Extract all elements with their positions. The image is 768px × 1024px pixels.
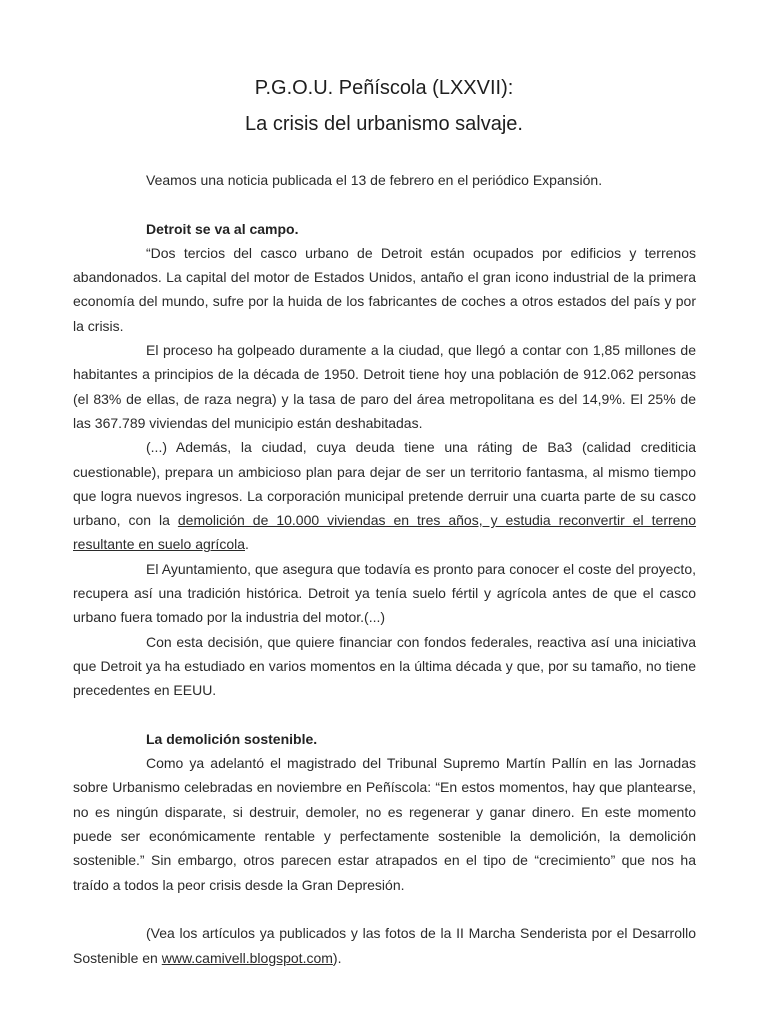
- paragraph: El Ayuntamiento, que asegura que todavía es pronto para conocer el coste del proyecto, recupera así una tradición histórica. Detroit ya tenía suelo fértil y agrícola antes de que el casco urbano fuera tomado por la industria del motor.(...): [73, 560, 696, 626]
- section-heading-detroit: Detroit se va al campo.: [146, 220, 299, 237]
- paragraph: El proceso ha golpeado duramente a la ciudad, que llegó a contar con 1,85 millones de habitantes a principios de la década de 1950. Detroit tiene hoy una población de 912.062 personas (el 83% de ellas, de raza negra) y la tasa de paro del área metropolitana es del 14,9%. El 25% de las 367.789 viviendas del municipio están deshabitadas.: [73, 342, 696, 431]
- paragraph: “Dos tercios del casco urbano de Detroit están ocupados por edificios y terrenos abandonados. La capital del motor de Estados Unidos, antaño el gran icono industrial de la primera economía del mundo, sufre por la huida de los fabricantes de coches a otros estados del país y por la crisis.: [73, 244, 696, 334]
- document-title: [0, 70, 768, 142]
- closing-paragraph: [73, 921, 696, 970]
- section-heading-demolition: La demolición sostenible.: [146, 730, 318, 747]
- paragraph: Como ya adelantó el magistrado del Tribunal Supremo Martín Pallín en las Jornadas sobre Urbanismo celebradas en noviembre en Peñíscola: “En estos momentos, hay que plantearse, no es ningún disparate, si destruir, demoler, no es regenerar y ganar dinero. En este momento puede ser económicamente rentable y perfectamente sostenible la demolición, la demolición sostenible.” Sin embargo, otros parecen estar atrapados en el tipo de “crecimiento” que nos ha traído a todos la peor crisis desde la Gran Depresión.: [73, 755, 696, 893]
- paragraph-text: ).: [332, 949, 342, 966]
- underlined-text: demolición de 10.000 viviendas en tres años, y estudia reconvertir el terreno resultante en suelo agrícola: [73, 512, 697, 553]
- intro-paragraph: Veamos una noticia publicada el 13 de febrero en el periódico Expansión.: [146, 172, 603, 188]
- blog-link[interactable]: www.camivell.blogspot.com: [161, 949, 333, 966]
- spacer: [73, 192, 696, 216]
- paragraph-text: (...) Además, la ciudad, cuya deuda tiene una ráting de Ba3 (calidad crediticia cuestionable), prepara un ambicioso plan para dejar de ser un territorio fantasma, al mismo tiempo que logra nuevos ingresos. La corporación municipal pretende derruir una cuarta parte de su casco urbano, con la: [73, 439, 696, 529]
- document-body: [73, 168, 696, 970]
- paragraph-text: .: [245, 536, 249, 553]
- spacer: [73, 897, 696, 921]
- title-line-2: La crisis del urbanismo salvaje.: [245, 113, 523, 135]
- paragraph: [73, 435, 696, 556]
- spacer: [73, 703, 696, 727]
- title-line-1: P.G.O.U. Peñíscola (LXXVII):: [254, 77, 514, 99]
- paragraph-text: (Vea los artículos ya publicados y las fotos de la II Marcha Senderista por el Desarrollo Sostenible en: [73, 925, 696, 966]
- paragraph: Con esta decisión, que quiere financiar con fondos federales, reactiva así una iniciativa que Detroit ya ha estudiado en varios momentos en la última década y que, por su tamaño, no tiene precedentes en EEUU.: [73, 633, 696, 699]
